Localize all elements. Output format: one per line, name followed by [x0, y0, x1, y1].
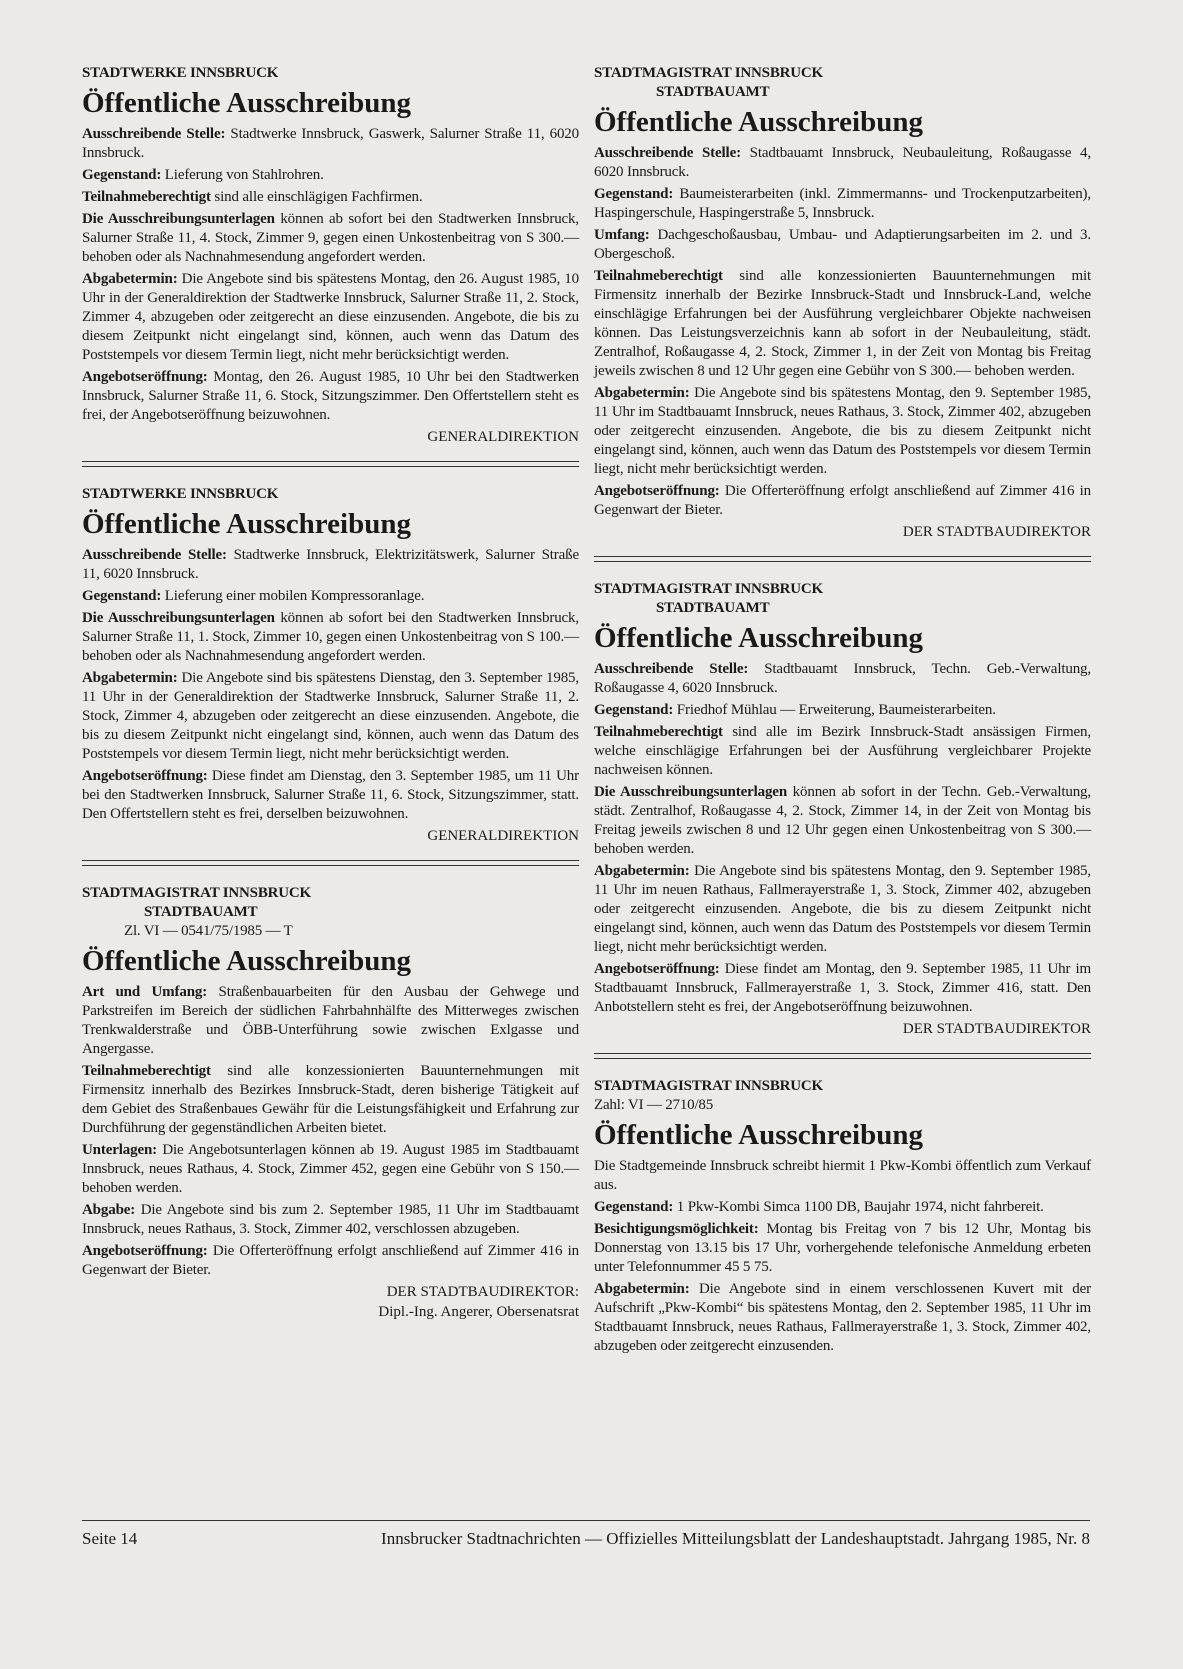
paragraph-text: Stadtbauamt Innsbruck, Neubauleitung, Roßaugasse 4, 6020 Innsbruck.: [594, 145, 1091, 180]
notice-paragraph: [82, 587, 579, 606]
notice-paragraph: [82, 983, 579, 1059]
notice-paragraph: [594, 783, 1091, 859]
notice-paragraph: [594, 482, 1091, 520]
paragraph-text: Stadtwerke Innsbruck, Gaswerk, Salurner Straße 11, 6020 Innsbruck.: [82, 126, 579, 161]
paragraph-label: Umfang:: [594, 227, 650, 243]
double-rule-divider: [82, 461, 579, 467]
page-footer: [82, 1528, 1090, 1550]
notice-paragraph: [594, 723, 1091, 780]
paragraph-text: Die Angebote sind bis zum 2. September 1985, 11 Uhr im Stadtbauamt Innsbruck, neues Rathaus, 3. Stock, Zimmer 402, verschlossen abzugeben.: [82, 1202, 579, 1237]
notice-friedhof-muehlau: [594, 580, 1091, 1039]
signature-line: DER STADTBAUDIREKTOR: [902, 1021, 1091, 1037]
paragraph-label: Art und Umfang:: [82, 984, 208, 1000]
paragraph-label: Teilnahmeberechtigt: [82, 1063, 211, 1079]
notice-paragraph: [594, 226, 1091, 264]
notice-paragraph: [594, 1198, 1091, 1217]
paragraph-text: Die Angebote sind bis spätestens Montag, den 9. September 1985, 11 Uhr im Stadtbauamt Innsbruck, neues Rathaus, 3. Stock, Zimmer 402, abzugeben oder zeitgerecht einzusenden. Angebote, die bis zu diesem Zeitpunkt nicht eingelangt sind, können, auch wenn das Datum des Poststempels vor diesem Termin liegt, nicht mehr berücksichtigt werden.: [594, 385, 1091, 477]
paragraph-text: Die Stadtgemeinde Innsbruck schreibt hiermit 1 Pkw-Kombi öffentlich zum Verkauf aus.: [594, 1158, 1091, 1193]
paragraph-text: können ab sofort in der Techn. Geb.-Verwaltung, städt. Zentralhof, Roßaugasse 4, 2. Stock, Zimmer 14, in der Zeit von Montag bis Freitag jeweils zwischen 8 und 12 Uhr gegen einen Unkostenbeitrag von S 300.— behoben werden.: [594, 784, 1091, 857]
paragraph-label: Abgabetermin:: [82, 670, 178, 686]
paragraph-text: Lieferung einer mobilen Kompressoranlage.: [161, 588, 425, 604]
paragraph-label: Angebotseröffnung:: [82, 768, 208, 784]
notice-paragraph: [82, 368, 579, 425]
paragraph-text: Die Angebote sind in einem verschlossenen Kuvert mit der Aufschrift „Pkw-Kombi“ bis spätestens Montag, den 2. September 1985, 11 Uhr im Stadtbauamt Innsbruck, neues Rathaus, Fallmerayerstraße 1, 3. Stock, Zimmer 402, abzugeben oder zeitgerecht einzusenden.: [594, 1281, 1091, 1354]
notice-paragraph: [594, 267, 1091, 381]
notice-paragraph: [82, 767, 579, 824]
notice-pkw-kombi-verkauf: [594, 1077, 1091, 1359]
footer-rule: [82, 1520, 1090, 1521]
paragraph-text: Die Angebote sind bis spätestens Montag, den 26. August 1985, 10 Uhr in der Generaldirektion der Stadtwerke Innsbruck, Salurner Straße 11, 2. Stock, Zimmer 4, abzugeben oder zeitgerecht an diese einzusenden. Angebote, die bis zu diesem Zeitpunkt nicht eingelangt sind, können, auch wenn das Datum des Poststempels vor diesem Termin liegt, nicht mehr berücksichtigt werden.: [82, 271, 579, 363]
notice-stadtwerke-gaswerk: [82, 64, 579, 447]
paragraph-label: Unterlagen:: [82, 1142, 157, 1158]
paragraph-text: Die Angebote sind bis spätestens Montag, den 9. September 1985, 11 Uhr im neuen Rathaus, Fallmerayerstraße 1, 3. Stock, Zimmer 402, abzugeben oder zeitgerecht einzusenden. Angebote, die bis zu diesem Zeitpunkt nicht eingelangt sind, können, auch wenn das Datum des Poststempels vor diesem Termin liegt, nicht mehr berücksichtigt werden.: [594, 863, 1091, 955]
paragraph-label: Teilnahmeberechtigt: [82, 189, 211, 205]
paragraph-label: Angebotseröffnung:: [82, 1243, 208, 1259]
issuer-heading: STADTBAUAMT: [656, 84, 770, 100]
paragraph-label: Angebotseröffnung:: [82, 369, 208, 385]
notice-paragraph: [82, 1062, 579, 1138]
paragraph-text: Friedhof Mühlau — Erweiterung, Baumeisterarbeiten.: [673, 702, 996, 718]
notice-paragraph: [594, 185, 1091, 223]
issuer-heading: STADTMAGISTRAT INNSBRUCK: [594, 65, 823, 81]
notice-title: Öffentliche Ausschreibung: [594, 106, 923, 138]
notice-stadtwerke-elektrizitaetswerk: [82, 485, 579, 846]
notice-haspingerschule: [594, 64, 1091, 542]
paragraph-label: Ausschreibende Stelle:: [82, 126, 226, 142]
notice-paragraph: [82, 166, 579, 185]
issuer-heading: Zahl: VI — 2710/85: [594, 1097, 714, 1113]
paragraph-text: Diese findet am Montag, den 9. September 1985, 11 Uhr im Stadtbauamt Innsbruck, Fallmerayerstraße 1, 3. Stock, Zimmer 416, statt. Den Anbotstellern steht es frei, der Angebotseröffnung beizuwohnen.: [594, 961, 1091, 1015]
notice-paragraph: [594, 960, 1091, 1017]
paragraph-label: Ausschreibende Stelle:: [594, 661, 749, 677]
paragraph-label: Abgabetermin:: [594, 385, 690, 401]
paragraph-label: Angebotseröffnung:: [594, 961, 720, 977]
page-number: Seite 14: [82, 1529, 138, 1548]
paragraph-label: Teilnahmeberechtigt: [594, 724, 723, 740]
signature-line: DER STADTBAUDIREKTOR: [902, 524, 1091, 540]
notice-paragraph: [82, 270, 579, 365]
notice-paragraph: [82, 1242, 579, 1280]
notice-paragraph: [594, 144, 1091, 182]
left-column: [82, 64, 579, 1322]
issuer-heading: Zl. VI — 0541/75/1985 — T: [124, 923, 293, 939]
paragraph-text: sind alle konzessionierten Bauunternehmungen mit Firmensitz innerhalb der Bezirke Innsbruck-Stadt und Innsbruck-Land, welche einschlägige Erfahrungen bei der Ausführung vergleichbarer Objekte nachweisen können. Das Leistungsverzeichnis kann ab sofort in der Neubauleitung, städt. Zentralhof, Roßaugasse 4, 2. Stock, Zimmer 1, in der Zeit von Montag bis Freitag jeweils zwischen 8 und 12 Uhr gegen eine Gebühr von S 300.— behoben werden.: [594, 268, 1091, 379]
paragraph-label: Die Ausschreibungsunterlagen: [82, 610, 275, 626]
paragraph-text: Stadtbauamt Innsbruck, Techn. Geb.-Verwaltung, Roßaugasse 4, 6020 Innsbruck.: [594, 661, 1091, 696]
paragraph-text: können ab sofort bei den Stadtwerken Innsbruck, Salurner Straße 11, 1. Stock, Zimmer 10, gegen einen Unkostenbeitrag von S 100.— behoben oder als Nachnahmesendung angefordert werden.: [82, 610, 579, 664]
notice-title: Öffentliche Ausschreibung: [82, 945, 411, 977]
signature-line: GENERALDIREKTION: [427, 828, 579, 844]
issuer-heading: STADTWERKE INNSBRUCK: [82, 65, 279, 81]
notice-paragraph: [82, 188, 579, 207]
notice-paragraph: [594, 1220, 1091, 1277]
paragraph-text: sind alle einschlägigen Fachfirmen.: [210, 189, 423, 205]
notice-paragraph: [594, 660, 1091, 698]
notice-paragraph: [82, 210, 579, 267]
paragraph-text: Diese findet am Dienstag, den 3. September 1985, um 11 Uhr bei den Stadtwerken Innsbruck, Salurner Straße 11, 6. Stock, Sitzungszimmer, statt. Den Offertstellern steht es frei, derselben beizuwohnen.: [82, 768, 579, 822]
paragraph-text: Straßenbauarbeiten für den Ausbau der Gehwege und Parkstreifen im Bereich der südlichen Fahrbahnhälfte des Mitterweges zwischen Trenkwalderstraße und ÖBB-Unterführung sowie zwischen Exlgasse und Angergasse.: [82, 984, 579, 1057]
paragraph-text: Dachgeschoßausbau, Umbau- und Adaptierungsarbeiten im 2. und 3. Obergeschoß.: [594, 227, 1091, 262]
issuer-heading: STADTBAUAMT: [656, 600, 770, 616]
issuer-heading: STADTMAGISTRAT INNSBRUCK: [594, 581, 823, 597]
paragraph-text: Montag bis Freitag von 7 bis 12 Uhr, Montag bis Donnerstag von 13.15 bis 17 Uhr, vorhergehende telefonische Anmeldung erbeten unter Telefonnummer 45 5 75.: [594, 1221, 1091, 1275]
paragraph-label: Abgabetermin:: [594, 863, 690, 879]
paragraph-label: Ausschreibende Stelle:: [594, 145, 741, 161]
paragraph-label: Gegenstand:: [82, 588, 162, 604]
notice-paragraph: [82, 1141, 579, 1198]
paragraph-label: Die Ausschreibungsunterlagen: [594, 784, 788, 800]
paragraph-label: Ausschreibende Stelle:: [82, 547, 227, 563]
paragraph-text: Lieferung von Stahlrohren.: [161, 167, 324, 183]
signature-line: Dipl.-Ing. Angerer, Obersenatsrat: [378, 1304, 579, 1320]
paragraph-text: sind alle im Bezirk Innsbruck-Stadt ansässigen Firmen, welche einschlägige Erfahrungen bei der Ausführung vergleichbarer Projekte nachweisen können.: [594, 724, 1091, 778]
paragraph-label: Abgabe:: [82, 1202, 136, 1218]
right-column: [594, 64, 1091, 1359]
notice-paragraph: [82, 546, 579, 584]
paragraph-text: Die Angebotsunterlagen können ab 19. August 1985 im Stadtbauamt Innsbruck, neues Rathaus, 4. Stock, Zimmer 452, gegen eine Gebühr von S 150.— behoben werden.: [82, 1142, 579, 1196]
paragraph-text: Montag, den 26. August 1985, 10 Uhr bei den Stadtwerken Innsbruck, Salurner Straße 11, 6. Stock, Sitzungszimmer. Den Offertstellern steht es frei, der Angebotseröffnung beizuwohnen.: [82, 369, 579, 423]
paragraph-label: Angebotseröffnung:: [594, 483, 720, 499]
notice-paragraph: [594, 1157, 1091, 1195]
paragraph-label: Teilnahmeberechtigt: [594, 268, 723, 284]
issuer-heading: STADTBAUAMT: [144, 904, 258, 920]
notice-title: Öffentliche Ausschreibung: [82, 87, 411, 119]
notice-paragraph: [594, 384, 1091, 479]
paragraph-label: Gegenstand:: [594, 186, 674, 202]
paragraph-text: Die Offerteröffnung erfolgt anschließend auf Zimmer 416 in Gegenwart der Bieter.: [82, 1243, 579, 1278]
notice-paragraph: [82, 609, 579, 666]
paragraph-text: Die Angebote sind bis spätestens Dienstag, den 3. September 1985, 11 Uhr in der Generaldirektion der Stadtwerke Innsbruck, Salurner Straße 11, 2. Stock, Zimmer 4, abzugeben oder zeitgerecht an diese einzusenden. Angebote, die bis zu diesem Zeitpunkt nicht eingelangt sind, können, auch wenn das Datum des Poststempels vor diesem Termin liegt, nicht mehr berücksichtigt werden.: [82, 670, 579, 762]
notice-strassenbau-mitterweg: [82, 884, 579, 1322]
double-rule-divider: [82, 860, 579, 866]
signature-line: GENERALDIREKTION: [427, 429, 579, 445]
notice-title: Öffentliche Ausschreibung: [594, 1119, 923, 1151]
publication-line: Innsbrucker Stadtnachrichten — Offizielles Mitteilungsblatt der Landeshauptstadt. Jahrgang 1985, Nr. 8: [381, 1529, 1090, 1548]
paragraph-label: Abgabetermin:: [82, 271, 178, 287]
paragraph-text: Baumeisterarbeiten (inkl. Zimmermanns- und Trockenputzarbeiten), Haspingerschule, Haspingerstraße 5, Innsbruck.: [594, 186, 1091, 221]
paragraph-text: Die Offerteröffnung erfolgt anschließend auf Zimmer 416 in Gegenwart der Bieter.: [594, 483, 1091, 518]
notice-paragraph: [594, 862, 1091, 957]
paragraph-label: Besichtigungsmöglichkeit:: [594, 1221, 759, 1237]
notice-paragraph: [82, 1201, 579, 1239]
paragraph-label: Gegenstand:: [82, 167, 162, 183]
paragraph-label: Abgabetermin:: [594, 1281, 690, 1297]
paragraph-label: Gegenstand:: [594, 1199, 674, 1215]
issuer-heading: STADTWERKE INNSBRUCK: [82, 486, 279, 502]
paragraph-label: Gegenstand:: [594, 702, 674, 718]
paragraph-text: Stadtwerke Innsbruck, Elektrizitätswerk, Salurner Straße 11, 6020 Innsbruck.: [82, 547, 579, 582]
signature-line: DER STADTBAUDIREKTOR:: [386, 1284, 579, 1300]
issuer-heading: STADTMAGISTRAT INNSBRUCK: [82, 885, 311, 901]
notice-paragraph: [594, 701, 1091, 720]
notice-title: Öffentliche Ausschreibung: [594, 622, 923, 654]
paragraph-label: Die Ausschreibungsunterlagen: [82, 211, 275, 227]
paragraph-text: können ab sofort bei den Stadtwerken Innsbruck, Salurner Straße 11, 4. Stock, Zimmer 9, gegen einen Unkostenbeitrag von S 300.— behoben oder als Nachnahmesendung angefordert werden.: [82, 211, 579, 265]
notice-title: Öffentliche Ausschreibung: [82, 508, 411, 540]
issuer-heading: STADTMAGISTRAT INNSBRUCK: [594, 1078, 823, 1094]
notice-paragraph: [82, 125, 579, 163]
notice-paragraph: [594, 1280, 1091, 1356]
double-rule-divider: [594, 556, 1091, 562]
double-rule-divider: [594, 1053, 1091, 1059]
notice-paragraph: [82, 669, 579, 764]
paragraph-text: sind alle konzessionierten Bauunternehmungen mit Firmensitz innerhalb des Bezirkes Innsbruck-Stadt, deren bisherige Tätigkeit auf dem Gebiet des Straßenbaues Gewähr für die Leistungsfähigkeit und Erfahrung zur Durchführung der gegenständlichen Arbeiten bietet.: [82, 1063, 579, 1136]
paragraph-text: 1 Pkw-Kombi Simca 1100 DB, Baujahr 1974, nicht fahrbereit.: [673, 1199, 1044, 1215]
